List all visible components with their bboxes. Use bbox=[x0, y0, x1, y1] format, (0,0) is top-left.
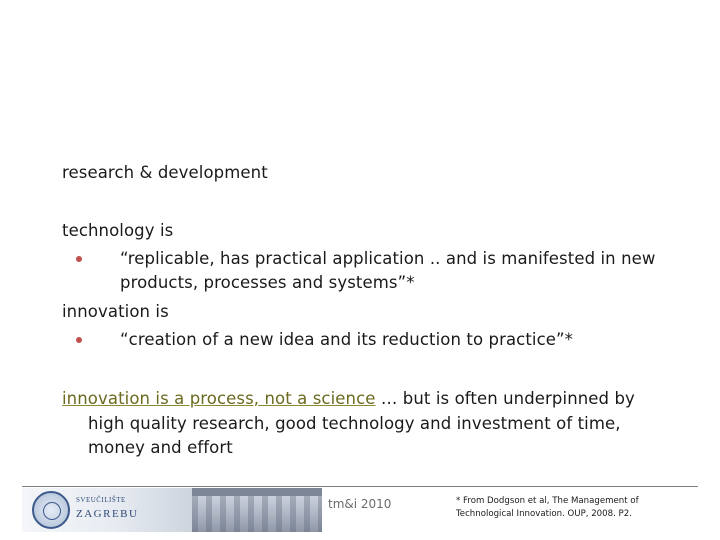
logo-big-text: ZAGREBU bbox=[76, 508, 139, 520]
process-line3: money and effort bbox=[88, 438, 233, 457]
building-roof bbox=[192, 488, 322, 496]
logo-small-text: SVEUČILIŠTE bbox=[76, 496, 126, 504]
footnote-line2: Technological Innovation. OUP, 2008. P2. bbox=[456, 509, 632, 519]
footnote-line1: * From Dodgson et al, The Management of bbox=[456, 496, 639, 506]
bullet-dot-innovation bbox=[76, 337, 82, 343]
footer-center-text: tm&i 2010 bbox=[328, 497, 392, 511]
technology-intro: technology is bbox=[62, 221, 174, 240]
innovation-intro: innovation is bbox=[62, 302, 169, 321]
university-logo-banner bbox=[22, 488, 322, 532]
innovation-quote: “creation of a new idea and its reduction to practice”* bbox=[120, 330, 574, 349]
process-underlined-text: innovation is a process, not a science bbox=[62, 389, 376, 408]
technology-quote-line1: “replicable, has practical application .. and is manifested in new bbox=[120, 249, 656, 268]
technology-quote-line2: products, processes and systems”* bbox=[120, 273, 415, 292]
heading-line: research & development bbox=[62, 163, 268, 182]
university-seal-icon bbox=[32, 491, 70, 529]
footer-divider bbox=[22, 486, 698, 487]
bullet-dot-technology bbox=[76, 256, 82, 262]
process-line2: high quality research, good technology and investment of time, bbox=[88, 414, 621, 433]
process-line1 bbox=[62, 388, 635, 410]
process-rest-text: … but is often underpinned by bbox=[375, 389, 635, 408]
